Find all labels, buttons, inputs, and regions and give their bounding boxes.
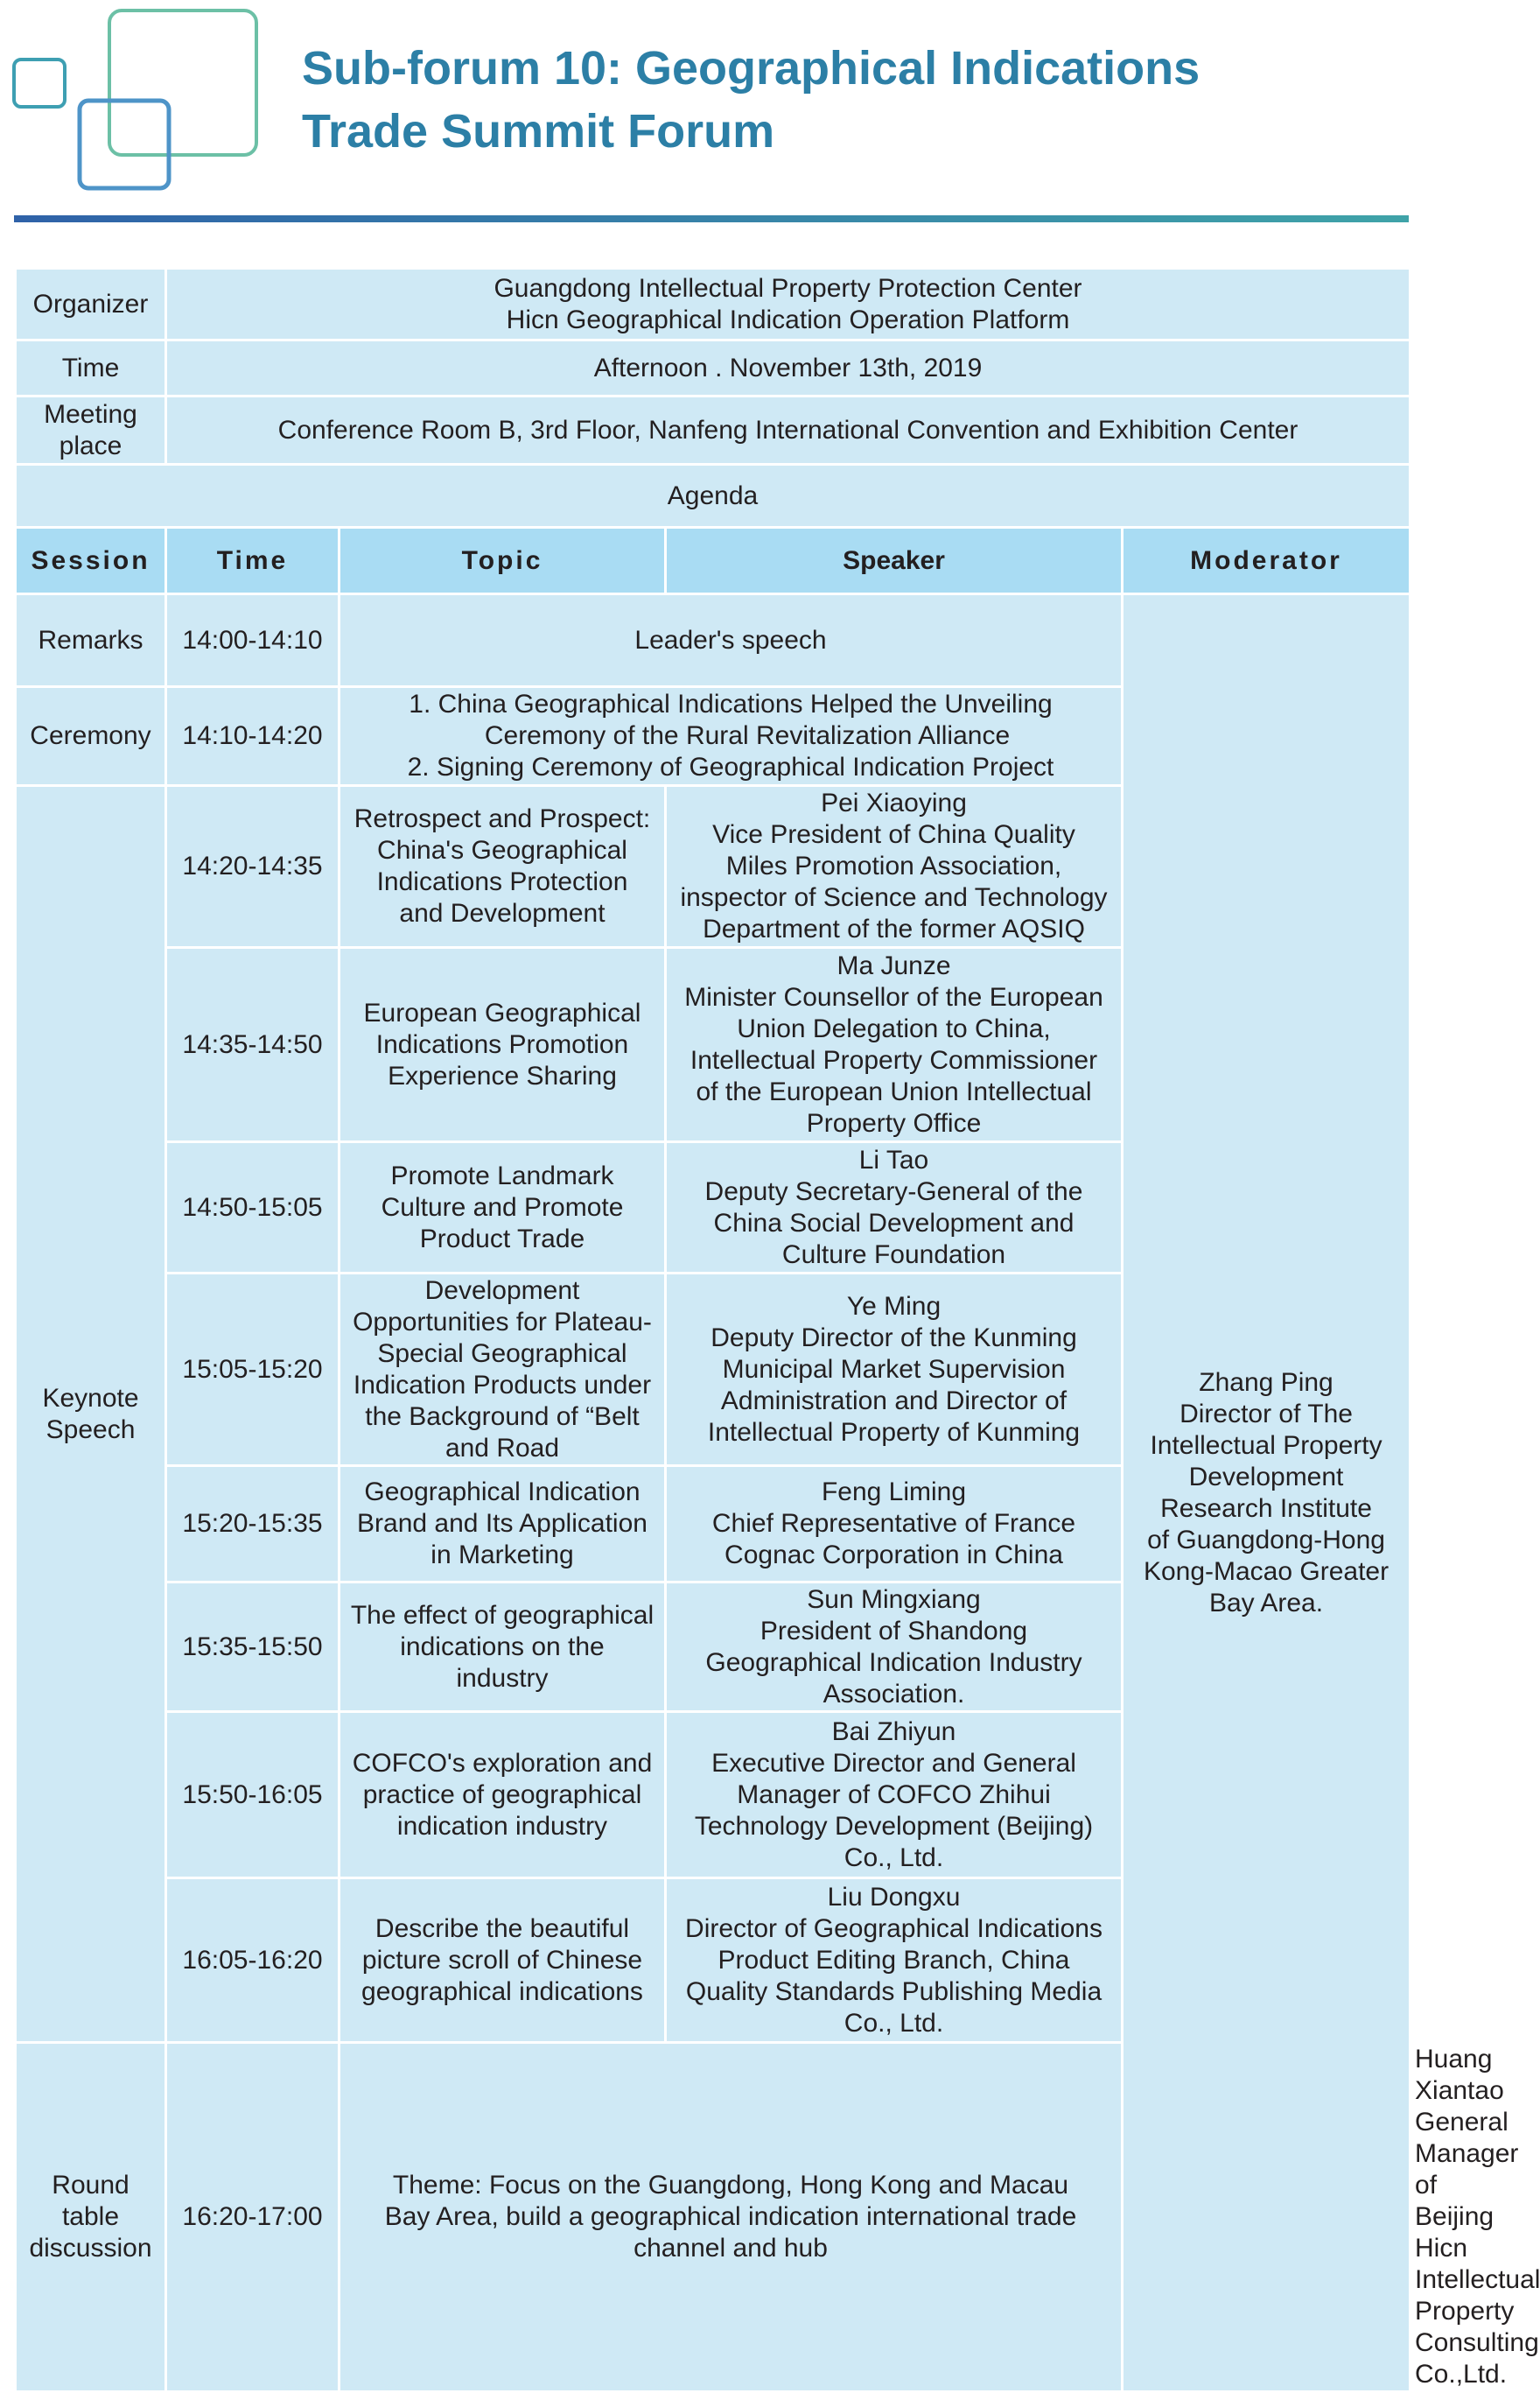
keynote-topic-line-2: Brand and Its Application	[357, 1509, 648, 1538]
keynote-topic	[340, 1712, 666, 1878]
keynote-speaker-line-1: Ma Junze	[836, 951, 951, 980]
keynote-speaker-line-5: Co., Ltd.	[844, 2008, 944, 2038]
keynote-time: 16:05-16:20	[166, 1878, 340, 2043]
keynote-topic-line-3: indication industry	[396, 1811, 608, 1841]
keynote-topic-line-5: the Background of “Belt	[365, 1401, 640, 1431]
keynote-speaker-line-4: Technology Development (Beijing)	[694, 1811, 1094, 1841]
keynote-speaker-line-4: Quality Standards Publishing Media	[685, 1976, 1102, 2006]
keynote-speaker-line-1: Feng Liming	[821, 1477, 967, 1506]
remarks-topic: Leader's speech	[340, 594, 1123, 687]
keynote-topic-line-3: Special Geographical	[377, 1338, 627, 1368]
title-line-1: Sub-forum 10: Geographical Indications	[302, 42, 1200, 95]
col-session: Session	[16, 528, 166, 594]
keynote-topic-line-2: Culture and Promote	[381, 1192, 624, 1222]
keynote-time: 15:20-15:35	[166, 1466, 340, 1582]
keynote-speaker-line-1: Li Tao	[858, 1145, 929, 1175]
place-label	[16, 396, 166, 465]
keynote-speaker	[666, 1466, 1123, 1582]
keynote-time: 15:35-15:50	[166, 1582, 340, 1712]
keynote-moderator-line-4: Development	[1188, 1462, 1344, 1491]
keynote-topic-line-1: European Geographical	[363, 998, 641, 1028]
keynote-topic-line-2: China's Geographical	[377, 836, 627, 865]
title-line-2: Trade Summit Forum	[302, 105, 775, 158]
keynote-time: 15:05-15:20	[166, 1274, 340, 1466]
organizer-value	[166, 269, 1410, 340]
keynote-speaker-line-1: Bai Zhiyun	[831, 1716, 956, 1746]
keynote-speaker-line-3: Manager of COFCO Zhihui	[737, 1779, 1051, 1809]
keynote-topic-line-3: industry	[456, 1663, 549, 1693]
col-time: Time	[166, 528, 340, 594]
remarks-row	[16, 594, 1410, 687]
keynote-speaker-line-3: Municipal Market Supervision	[722, 1354, 1066, 1384]
keynote-moderator-line-2: Director of The	[1180, 1399, 1353, 1428]
keynote-time: 14:50-15:05	[166, 1142, 340, 1274]
keynote-topic-line-1: COFCO's exploration and	[352, 1748, 653, 1778]
keynote-topic	[340, 1142, 666, 1274]
keynote-speaker-line-3: Union Delegation to China,	[737, 1014, 1051, 1043]
keynote-speaker-line-2: President of Shandong	[760, 1616, 1028, 1646]
keynote-topic	[340, 786, 666, 948]
agenda-table	[14, 267, 1540, 2393]
keynote-speaker-line-5: Intellectual Property of Kunming	[707, 1417, 1081, 1447]
keynote-topic-line-2: indications on the	[400, 1632, 605, 1661]
organizer-line-1: Guangdong Intellectual Property Protection Center	[494, 273, 1082, 303]
keynote-speaker-line-3: Miles Promotion Association,	[725, 852, 1062, 881]
keynote-speaker-line-4: Culture Foundation	[781, 1239, 1006, 1269]
agenda-row	[16, 465, 1410, 528]
organizer-label: Organizer	[16, 269, 166, 340]
keynote-time: 14:20-14:35	[166, 786, 340, 948]
keynote-speaker-line-1: Pei Xiaoying	[821, 789, 967, 818]
keynote-topic-line-1: Promote Landmark	[390, 1161, 614, 1190]
keynote-session-line-2: Speech	[46, 1414, 136, 1444]
keynote-topic	[340, 948, 666, 1142]
keynote-speaker-line-3: China Social Development and	[713, 1208, 1074, 1238]
keynote-topic-line-1: Geographical Indication	[364, 1477, 640, 1506]
keynote-speaker-line-4: Intellectual Property Commissioner	[690, 1045, 1098, 1075]
keynote-speaker-line-1: Liu Dongxu	[827, 1882, 961, 1912]
keynote-speaker-line-2: Director of Geographical Indications	[685, 1913, 1102, 1943]
keynote-speaker-line-3: Product Editing Branch, China	[718, 1945, 1070, 1975]
keynote-speaker-line-4: Administration and Director of	[720, 1386, 1068, 1415]
keynote-moderator-line-1: Zhang Ping	[1199, 1367, 1334, 1397]
keynote-topic-line-1: Retrospect and Prospect:	[354, 804, 651, 833]
keynote-topic-line-2: Opportunities for Plateau-	[353, 1307, 652, 1337]
keynote-topic-line-3: geographical indications	[361, 1976, 643, 2006]
roundtable-topic	[340, 2043, 1123, 2392]
roundtable-topic-line-3: channel and hub	[634, 2234, 828, 2263]
header-divider	[14, 215, 1409, 222]
place-value: Conference Room B, 3rd Floor, Nanfeng International Convention and Exhibition Center	[166, 396, 1410, 465]
keynote-speaker-line-2: Executive Director and General	[711, 1748, 1076, 1778]
keynote-speaker	[666, 1878, 1123, 2043]
roundtable-row: Round table discussion 16:20-17:00 Theme: Focus on the Guangdong, Hong Kong and Macau Bay Area, build a geographical indication international trade channel and hub Huang Xiantao General Manager of Beijing Hicn Intellectual Property Consulting Co.,Ltd.	[16, 2043, 1410, 2392]
keynote-topic-line-6: and Road	[444, 1433, 560, 1463]
keynote-topic	[340, 1466, 666, 1582]
keynote-moderator-line-3: Intellectual Property	[1150, 1430, 1382, 1460]
ceremony-topic	[340, 687, 1123, 786]
keynote-topic-line-1: Describe the beautiful	[374, 1913, 630, 1943]
agenda-label: Agenda	[16, 465, 1410, 528]
keynote-speaker	[666, 1582, 1123, 1712]
roundtable-session-line-2: table	[61, 2202, 120, 2231]
time-value: Afternoon . November 13th, 2019	[166, 340, 1410, 396]
keynote-topic-line-2: practice of geographical	[362, 1779, 642, 1809]
column-header-row	[16, 528, 1410, 594]
keynote-speaker-line-4: Association.	[822, 1679, 965, 1709]
keynote-speaker	[666, 948, 1123, 1142]
roundtable-session	[16, 2043, 166, 2392]
keynote-speaker-line-2: Deputy Director of the Kunming	[710, 1323, 1077, 1352]
roundtable-time: 16:20-17:00	[166, 2043, 340, 2392]
ceremony-line-3: 2. Signing Ceremony of Geographical Indication Project	[407, 753, 1054, 782]
col-topic: Topic	[340, 528, 666, 594]
time-label: Time	[16, 340, 166, 396]
keynote-moderator-line-5: Research Institute	[1160, 1493, 1372, 1523]
keynote-topic-line-4: and Development	[399, 899, 606, 928]
keynote-speaker-line-2: Minister Counsellor of the European	[684, 982, 1103, 1012]
keynote-speaker	[666, 1142, 1123, 1274]
col-speaker: Speaker	[666, 528, 1123, 594]
ceremony-session: Ceremony	[16, 687, 166, 786]
keynote-speaker-line-4: inspector of Science and Technology	[680, 883, 1108, 912]
remarks-session: Remarks	[16, 594, 166, 687]
keynote-speaker	[666, 1274, 1123, 1466]
keynote-topic-line-3: Indications Protection	[376, 867, 628, 896]
keynote-speaker-line-3: Cognac Corporation in China	[724, 1540, 1063, 1569]
keynote-topic	[340, 1878, 666, 2043]
remarks-time: 14:00-14:10	[166, 594, 340, 687]
organizer-line-2: Hicn Geographical Indication Operation Platform	[506, 305, 1070, 334]
page-title	[302, 37, 1200, 163]
keynote-topic-line-1: Development	[424, 1275, 580, 1305]
keynote-session	[16, 786, 166, 2043]
roundtable-topic-line-1: Theme: Focus on the Guangdong, Hong Kong and Macau	[392, 2171, 1069, 2200]
forum-logo-squares	[0, 0, 280, 201]
keynote-speaker-line-5: of the European Union Intellectual	[696, 1077, 1092, 1106]
roundtable-topic-line-2: Bay Area, build a geographical indication international trade	[384, 2202, 1077, 2231]
keynote-topic-line-2: Indications Promotion	[375, 1029, 629, 1059]
ceremony-line-2: Ceremony of the Rural Revitalization Alliance	[484, 721, 1011, 750]
roundtable-session-line-3: discussion	[29, 2234, 152, 2263]
keynote-speaker	[666, 1712, 1123, 1878]
ceremony-time: 14:10-14:20	[166, 687, 340, 786]
keynote-speaker-line-2: Deputy Secretary-General of the	[704, 1176, 1083, 1206]
time-row	[16, 340, 1410, 396]
keynote-speaker-line-6: Property Office	[806, 1108, 982, 1138]
keynote-topic	[340, 1274, 666, 1466]
ceremony-line-1: 1. China Geographical Indications Helped the Unveiling	[409, 690, 1053, 719]
keynote-speaker	[666, 786, 1123, 948]
keynote-topic-line-3: Product Trade	[419, 1224, 585, 1253]
keynote-speaker-line-5: Department of the former AQSIQ	[703, 915, 1085, 944]
keynote-topic-line-2: picture scroll of Chinese	[361, 1945, 643, 1975]
keynote-topic-line-4: Indication Products under	[353, 1370, 652, 1400]
col-moderator: Moderator	[1123, 528, 1410, 594]
keynote-moderator-line-8: Bay Area.	[1208, 1588, 1324, 1618]
keynote-speaker-line-5: Co., Ltd.	[844, 1842, 944, 1872]
organizer-row	[16, 269, 1410, 340]
keynote-time: 15:50-16:05	[166, 1712, 340, 1878]
keynote-speaker-line-1: Sun Mingxiang	[807, 1584, 981, 1614]
keynote-topic	[340, 1582, 666, 1712]
place-row	[16, 396, 1410, 465]
keynote-moderator-line-6: of Guangdong-Hong	[1147, 1525, 1385, 1554]
keynote-speaker-line-3: Geographical Indication Industry	[705, 1647, 1082, 1677]
keynote-session-line-1: Keynote	[42, 1383, 139, 1413]
place-label-line-1: Meeting	[44, 399, 137, 429]
place-label-line-2: place	[59, 431, 122, 460]
keynote-topic-line-1: The effect of geographical	[350, 1600, 654, 1630]
keynote-topic-line-3: Experience Sharing	[388, 1061, 617, 1091]
keynote-time: 14:35-14:50	[166, 948, 340, 1142]
keynote-speaker-line-2: Vice President of China Quality	[712, 820, 1075, 849]
keynote-topic-line-3: in Marketing	[430, 1540, 574, 1569]
keynote-moderator-line-7: Kong-Macao Greater	[1143, 1556, 1390, 1586]
keynote-speaker-line-1: Ye Ming	[846, 1291, 942, 1321]
keynote-moderator	[1123, 594, 1410, 2392]
keynote-speaker-line-2: Chief Representative of France	[711, 1509, 1076, 1538]
roundtable-session-line-1: Round	[52, 2171, 130, 2200]
